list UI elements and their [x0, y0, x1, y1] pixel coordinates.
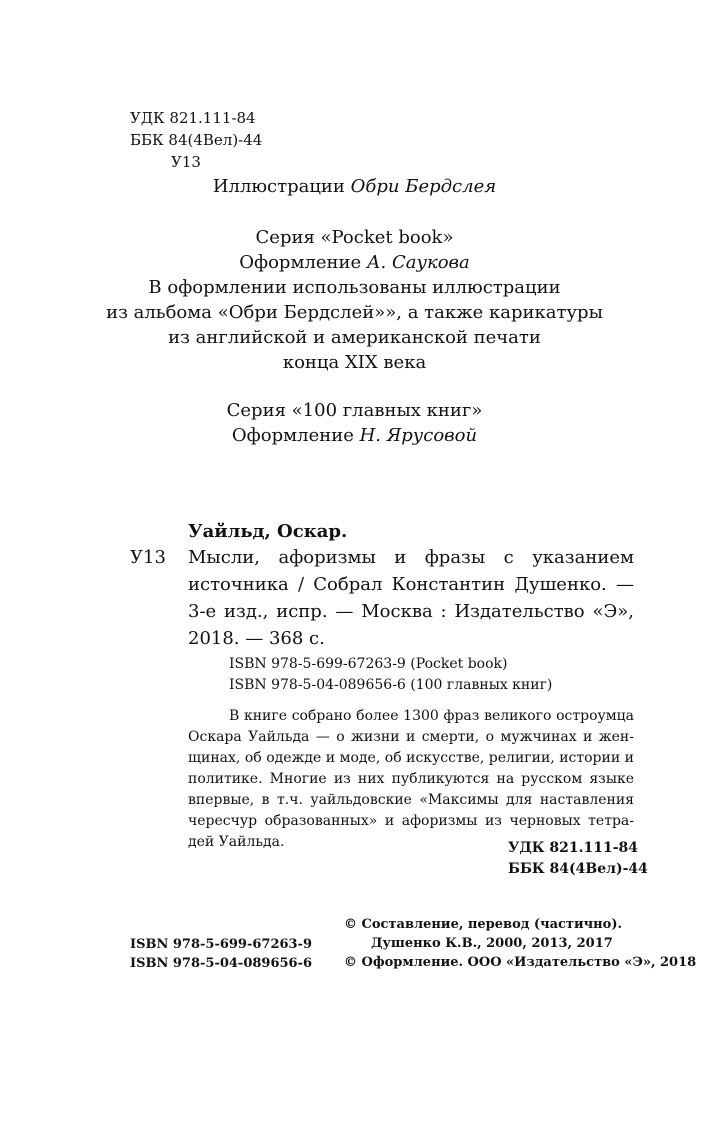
bbk-code: ББК 84(4Вел)-44 [130, 131, 263, 149]
footer-isbn-line: ISBN 978-5-04-089656-6 [130, 956, 313, 971]
series-pocket [0, 225, 709, 375]
series-note-line: конца XIX века [282, 352, 427, 373]
biblio-codes [508, 838, 648, 880]
footer-isbn [130, 935, 312, 973]
series-100 [0, 398, 709, 448]
annotation-line: впервые, в т.ч. уайльдовские «Максимы для наставления [188, 792, 634, 808]
annotation-line: щинах, об одежде и моде, об искусстве, религии, истории и [188, 750, 634, 766]
copyright-line: © Составление, перевод (частично). [344, 917, 623, 932]
annotation-line: дей Уайльда. [188, 834, 285, 850]
biblio-description [188, 544, 634, 652]
annotation-line: В книге собрано более 1300 фраз великого остроумца [229, 708, 634, 724]
biblio-line: 2018. — 368 с. [188, 628, 325, 649]
biblio-isbn [229, 654, 552, 696]
design-label: Оформление [239, 252, 362, 273]
series-pocket-design [0, 250, 709, 275]
designer-name: А. Саукова [366, 252, 470, 273]
illustrations-label: Иллюстрации [212, 176, 345, 197]
isbn-line: ISBN 978-5-04-089656-6 (100 главных книг) [229, 677, 553, 693]
illustrations-credit [0, 174, 709, 199]
copyright-line: © Оформление. ООО «Издательство «Э», 2018 [344, 955, 697, 970]
biblio-author: Уайльд, Оскар. [188, 521, 348, 542]
copyright-line: Душенко К.В., 2000, 2013, 2017 [371, 936, 613, 951]
series-note-line: из английской и американской печати [168, 327, 541, 348]
biblio-sign: У13 [130, 547, 166, 568]
annotation-line: Оскара Уайльда — о жизни и смерти, о мужчинах и жен- [188, 729, 634, 745]
design-label: Оформление [231, 425, 354, 446]
annotation [188, 706, 634, 853]
biblio-udk: УДК 821.111-84 [508, 840, 639, 856]
isbn-line: ISBN 978-5-699-67263-9 (Pocket book) [229, 656, 508, 672]
biblio-line: Мысли, афоризмы и фразы с указанием [188, 547, 634, 568]
series-100-design [0, 423, 709, 448]
annotation-line: политике. Многие из них публикуются на русском языке [188, 771, 634, 787]
biblio-bbk: ББК 84(4Вел)-44 [508, 861, 648, 877]
annotation-line: чересчур образованных» и афоризмы из черновых тетра- [188, 813, 634, 829]
biblio-line: источника / Собрал Константин Душенко. — [188, 574, 634, 595]
series-note-line: из альбома «Обри Бердслей»», а также карикатуры [106, 302, 603, 323]
series-pocket-title: Серия «Pocket book» [255, 227, 454, 248]
designer-name: Н. Ярусовой [359, 425, 478, 446]
footer-copyright [344, 915, 696, 972]
biblio-line: 3-е изд., испр. — Москва : Издательство «Э», [188, 601, 634, 622]
series-note-line: В оформлении использованы иллюстрации [148, 277, 561, 298]
udk-code: УДК 821.111-84 [130, 109, 256, 127]
footer-isbn-line: ISBN 978-5-699-67263-9 [130, 937, 313, 952]
author-sign: У13 [171, 153, 201, 171]
illustrations-artist: Обри Бердслея [350, 176, 497, 197]
series-100-title: Серия «100 главных книг» [226, 400, 483, 421]
